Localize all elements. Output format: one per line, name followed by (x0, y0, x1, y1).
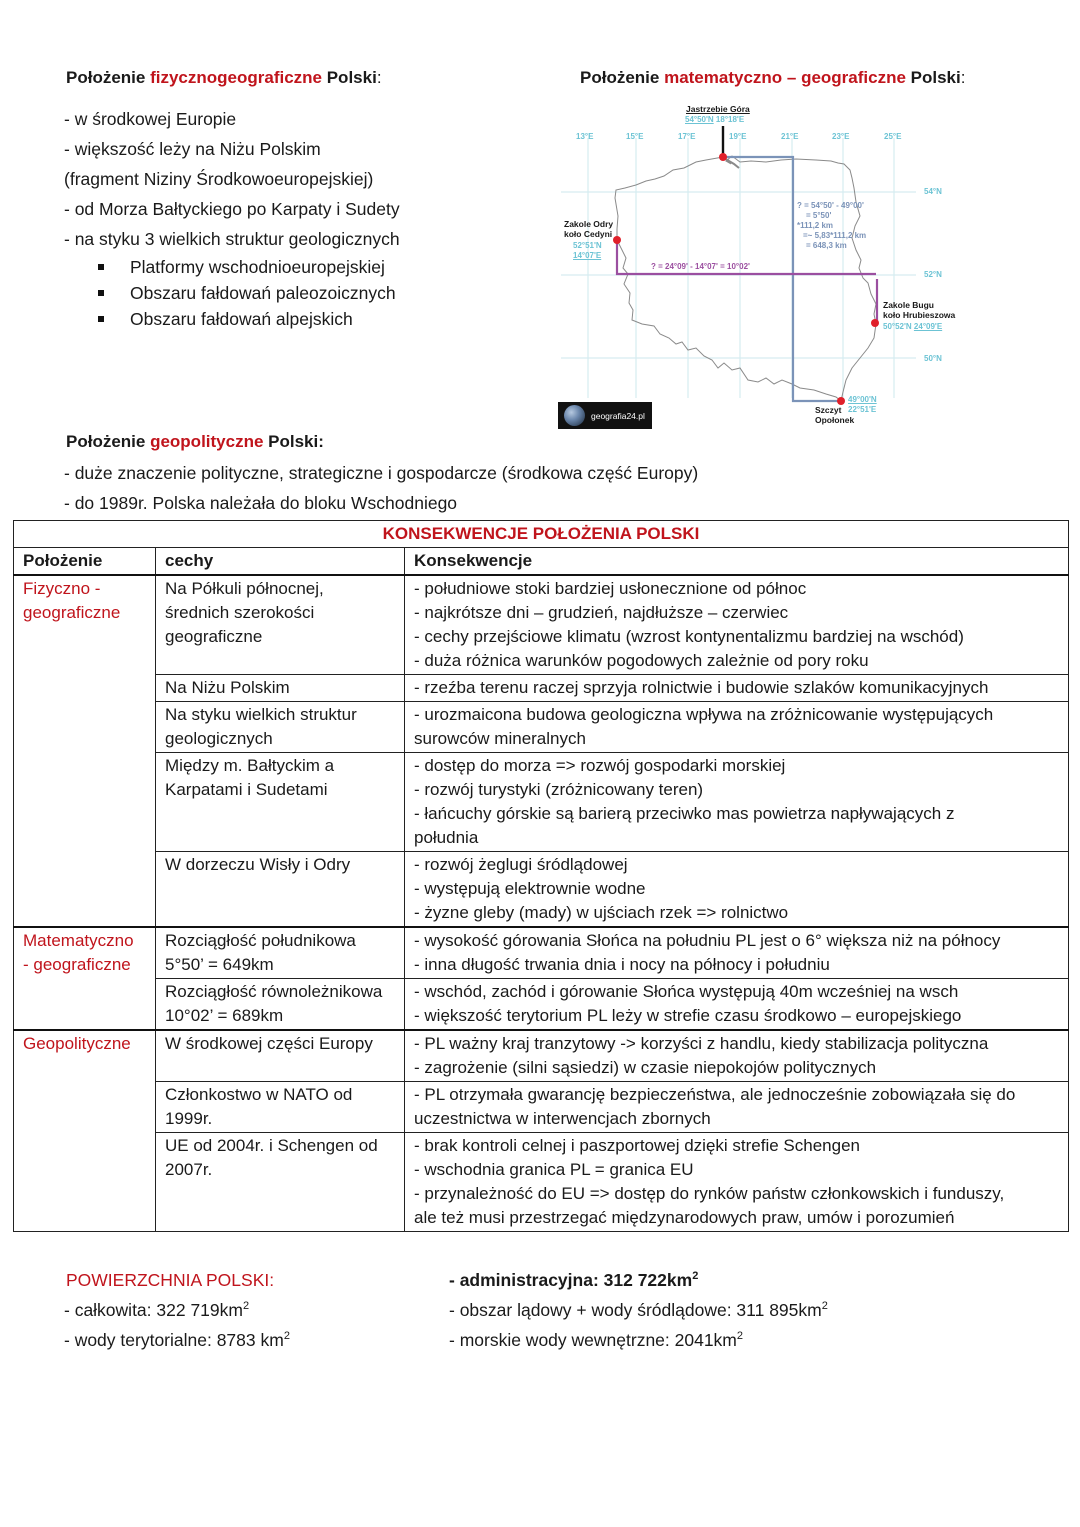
consequence-cell (405, 702, 1069, 753)
consequence-line: - PL otrzymała gwarancję bezpieczeństwa, ale jednocześnie zobowiązała się do (414, 1085, 1016, 1104)
column-header: Konsekwencje (405, 548, 1069, 576)
geologic-structures-list (64, 254, 400, 332)
south-point-lon: 22°51'E (848, 405, 877, 414)
physical-line: - od Morza Bałtyckiego po Karpaty i Sudety (64, 199, 400, 219)
logo-text: geografia24.pl (591, 410, 645, 421)
poland-border (615, 156, 876, 401)
feature-line: Członkostwo w NATO od (165, 1085, 353, 1104)
label-line: Fizyczno - (23, 579, 101, 598)
area-item-administrative (449, 1265, 828, 1295)
area-left-list (64, 1295, 290, 1355)
column-header: Położenie (14, 548, 156, 576)
physical-list (64, 104, 400, 332)
table-row (14, 675, 1069, 702)
feature-line: Między m. Bałtyckim a (165, 756, 335, 775)
geopolitical-line: - do 1989r. Polska należała do bloku Wschodniego (64, 493, 458, 513)
label-line: Matematyczno (23, 931, 134, 950)
group-label (14, 1030, 156, 1232)
area-heading: POWIERZCHNIA POLSKI: (66, 1270, 275, 1290)
area-sup: 2 (283, 1330, 290, 1343)
area-sup: 2 (821, 1300, 828, 1313)
west-point-lon: 14°07'E (573, 251, 602, 260)
area-right-list (449, 1265, 828, 1355)
consequence-line: - dostęp do morza => rozwój gospodarki morskiej (414, 756, 786, 775)
consequence-line: surowców mineralnych (414, 729, 586, 748)
heading-colon: : (960, 68, 966, 87)
heading-accent: matematyczno – geograficzne (664, 68, 906, 87)
group-label (14, 927, 156, 1030)
ns-calc-line: *111,2 km (797, 221, 834, 230)
consequence-line: - wysokość górowania Słońca na południu PL jest o 6° większa niż na północy (414, 931, 1001, 950)
feature-cell (156, 753, 405, 852)
table-row (14, 575, 1069, 675)
parallel-label: 52°N (924, 270, 942, 279)
physical-line: - w środkowej Europie (64, 109, 237, 129)
consequence-line: - PL ważny kraj tranzytowy -> korzyści z handlu, kiedy stabilizacja polityczna (414, 1034, 989, 1053)
consequence-cell (405, 575, 1069, 675)
group-label (14, 575, 156, 927)
parallel-label: 50°N (924, 354, 942, 363)
north-point-lon: 18°18'E (715, 115, 745, 124)
feature-line: W środkowej części Europy (165, 1034, 373, 1053)
consequence-line: - wschodnia granica PL = granica EU (414, 1160, 694, 1179)
ew-extent-line (617, 242, 877, 322)
area-sup: 2 (242, 1300, 250, 1313)
feature-cell (156, 1030, 405, 1082)
area-sup: 2 (736, 1330, 744, 1343)
table-row (14, 927, 1069, 979)
consequence-line: - zagrożenie (silni sąsiedzi) w czasie niepokojów politycznych (414, 1058, 877, 1077)
table-row (14, 1082, 1069, 1133)
table-header-row (14, 548, 1069, 576)
area-text: - obszar lądowy + wody śródlądowe: 311 895km (449, 1300, 822, 1320)
table-row (14, 979, 1069, 1031)
feature-cell (156, 575, 405, 675)
heading-text: Położenie (66, 432, 151, 451)
area-item (64, 1325, 290, 1355)
label-line: - geograficzne (23, 955, 131, 974)
area-item (449, 1325, 828, 1355)
consequence-line: - brak kontroli celnej i paszportowej dzięki strefie Schengen (414, 1136, 861, 1155)
consequence-cell (405, 1030, 1069, 1082)
consequence-line: - urozmaicona budowa geologiczna wpływa na zróżnicowanie występujących (414, 705, 994, 724)
feature-line: Rozciągłość równoleżnikowa (165, 982, 383, 1001)
table-row (14, 1030, 1069, 1082)
consequence-line: - duża różnica warunków pogodowych zależnie od pory roku (414, 651, 869, 670)
east-point-lon: 24°09'E (913, 322, 943, 331)
label-line: Geopolityczne (23, 1034, 131, 1053)
feature-line: Na styku wielkich struktur (165, 705, 357, 724)
meridian-label: 13°E (576, 132, 594, 141)
meridian-label: 15°E (626, 132, 644, 141)
consequence-line: - rozwój żeglugi śródlądowej (414, 855, 628, 874)
meridian-label: 19°E (729, 132, 747, 141)
ew-calc: ? = 24°09' - 14°07' = 10°02' (651, 262, 750, 271)
consequence-cell (405, 1082, 1069, 1133)
ns-calc-line: = 648,3 km (806, 241, 847, 250)
area-text: - całkowita: 322 719km (64, 1300, 243, 1320)
south-point-lat: 49°00'N (848, 395, 877, 404)
feature-cell (156, 979, 405, 1031)
consequences-table (13, 520, 1069, 1232)
bullet-item: Platformy wschodnioeuropejskiej (64, 254, 400, 280)
area-item (449, 1295, 828, 1325)
ns-calc-line: ? = 54°50' - 49°00' (797, 201, 864, 210)
consequence-cell (405, 979, 1069, 1031)
table-row (14, 702, 1069, 753)
feature-line: 1999r. (165, 1109, 213, 1128)
feature-cell (156, 1133, 405, 1232)
heading-colon: : (376, 68, 382, 87)
feature-line: geograficzne (165, 627, 263, 646)
label-line: geograficzne (23, 603, 121, 622)
column-header: cechy (156, 548, 405, 576)
consequence-line: - cechy przejściowe klimatu (wzrost kontynentalizmu bardziej na wschód) (414, 627, 964, 646)
consequence-line: - wschód, zachód i górowanie Słońca występują 40m wcześniej na wsch (414, 982, 959, 1001)
table-row (14, 753, 1069, 852)
feature-line: Rozciągłość południkowa (165, 931, 356, 950)
geografia24-logo (558, 402, 652, 429)
meridian-label: 25°E (884, 132, 902, 141)
consequence-line: - inna długość trwania dnia i nocy na północy i południu (414, 955, 830, 974)
west-point-name: Zakole Odry (564, 219, 614, 229)
east-point-name: Zakole Bugu (883, 300, 935, 310)
ns-extent-line (723, 157, 841, 401)
consequence-line: - przynależność do EU => dostęp do rynków państw członkowskich i funduszy, (414, 1184, 1005, 1203)
meridian-label: 21°E (781, 132, 799, 141)
bullet-item: Obszaru fałdowań alpejskich (64, 306, 400, 332)
consequence-line: - łańcuchy górskie są barierą przeciwko mas powietrza napływających z (414, 804, 955, 823)
consequence-cell (405, 927, 1069, 979)
globe-icon (564, 405, 585, 426)
feature-cell (156, 1082, 405, 1133)
consequence-line: - większość terytorium PL leży w strefie czasu środkowo – europejskiego (414, 1006, 962, 1025)
east-point-lat: 50°52'N (883, 322, 912, 331)
heading-text: Polski (905, 68, 961, 87)
consequence-cell (405, 852, 1069, 928)
feature-line: 5°50’ = 649km (165, 955, 274, 974)
north-point-name: Jastrzebie Góra (686, 104, 750, 114)
feature-line: średnich szerokości (165, 603, 315, 622)
north-point-lat: 54°50'N (685, 115, 714, 124)
heading-accent: fizycznogeograficzne (150, 68, 322, 87)
east-point-name: koło Hrubieszowa (883, 310, 956, 320)
area-sup: 2 (692, 1270, 699, 1283)
feature-cell (156, 702, 405, 753)
heading-text: Położenie (580, 68, 665, 87)
map-graphic (556, 98, 976, 432)
ns-calc-line: =~ 5,83*111,2 km (803, 231, 867, 240)
feature-line: 2007r. (165, 1160, 213, 1179)
west-point-name: koło Cedyni (564, 229, 613, 239)
bullet-item: Obszaru fałdowań paleozoicznych (64, 280, 400, 306)
physical-line: - na styku 3 wielkich struktur geologicznych (64, 229, 400, 249)
consequence-line: - rzeźba terenu raczej sprzyja rolnictwie i budowie szlaków komunikacyjnych (414, 678, 989, 697)
consequence-cell (405, 675, 1069, 702)
consequence-line: - rozwój turystyki (zróżnicowany teren) (414, 780, 704, 799)
heading-text: Polski (322, 68, 377, 87)
feature-cell (156, 675, 405, 702)
ns-calc-line: = 5°50' (806, 211, 832, 220)
feature-line: Na Półkuli północnej, (165, 579, 324, 598)
parallel-label: 54°N (924, 187, 942, 196)
consequence-line: ale też musi przestrzegać międzynarodowych praw, umów i porozumień (414, 1208, 955, 1227)
geopolitical-heading (66, 432, 324, 452)
consequence-cell (405, 1133, 1069, 1232)
consequence-line: - występują elektrownie wodne (414, 879, 646, 898)
meridian-label: 23°E (832, 132, 850, 141)
feature-line: Na Niżu Polskim (165, 678, 290, 697)
table-row (14, 1133, 1069, 1232)
physical-heading (66, 68, 382, 88)
consequence-line: - żyzne gleby (mady) w ujściach rzek => rolnictwo (414, 903, 789, 922)
area-text: - wody terytorialne: 8783 km (64, 1330, 284, 1350)
feature-line: Karpatami i Sudetami (165, 780, 328, 799)
feature-line: 10°02’ = 689km (165, 1006, 284, 1025)
south-point-name: Szczyt (815, 405, 842, 415)
feature-cell (156, 852, 405, 928)
heading-text: Położenie (66, 68, 151, 87)
area-text: - administracyjna: 312 722km (449, 1270, 693, 1290)
consequence-line: uczestnictwa w interwencjach zbornych (414, 1109, 711, 1128)
feature-line: W dorzeczu Wisły i Odry (165, 855, 351, 874)
geopolitical-list (64, 458, 698, 518)
mathematical-heading (580, 68, 965, 88)
poland-extent-map (556, 98, 976, 432)
consequence-line: - najkrótsze dni – grudzień, najdłuższe – czerwiec (414, 603, 789, 622)
feature-line: geologicznych (165, 729, 273, 748)
feature-cell (156, 927, 405, 979)
heading-text: Polski: (263, 432, 324, 451)
heading-accent: geopolityczne (150, 432, 264, 451)
table-row (14, 852, 1069, 928)
geopolitical-line: - duże znaczenie polityczne, strategiczne i gospodarcze (środkowa część Europy) (64, 463, 699, 483)
feature-line: UE od 2004r. i Schengen od (165, 1136, 378, 1155)
area-text: - morskie wody wewnętrzne: 2041km (449, 1330, 737, 1350)
table-title: KONSEKWENCJE POŁOŻENIA POLSKI (14, 521, 1069, 548)
consequence-cell (405, 753, 1069, 852)
west-point-lat: 52°51'N (573, 241, 602, 250)
extreme-points (613, 153, 879, 405)
meridian-label: 17°E (678, 132, 696, 141)
south-point-name: Opołonek (815, 415, 855, 425)
physical-line: (fragment Niziny Środkowoeuropejskiej) (64, 169, 374, 189)
physical-line: - większość leży na Niżu Polskim (64, 139, 321, 159)
consequence-line: - południowe stoki bardziej usłonecznione od północ (414, 579, 807, 598)
area-item (64, 1295, 290, 1325)
consequence-line: południa (414, 828, 479, 847)
